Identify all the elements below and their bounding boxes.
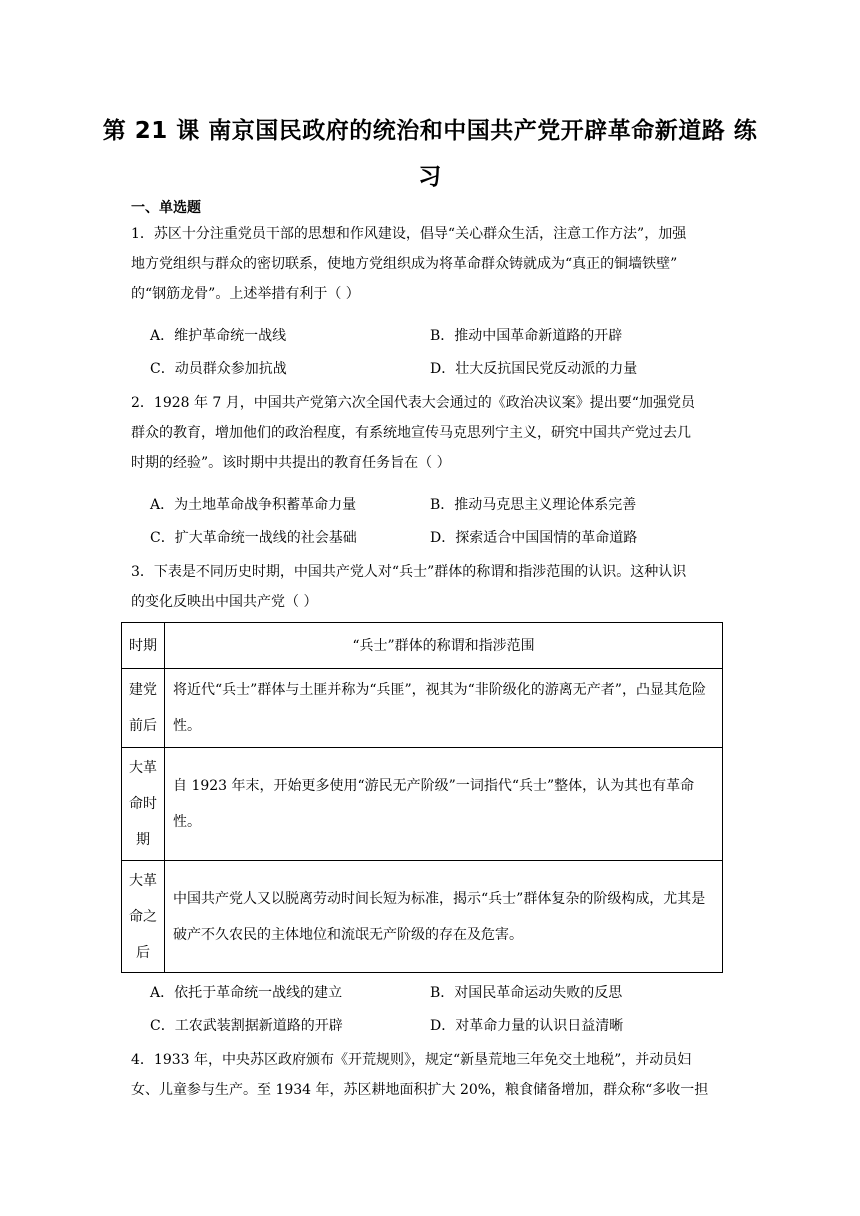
question-line: 4．1933 年，中央苏区政府颁布《开荒规则》，规定“新垦荒地三年免交土地税”，并动员妇 — [131, 1052, 692, 1068]
table-cell-period: 大革命之后 — [122, 861, 165, 973]
question-1-option-a: A．维护革命统一战线 — [150, 328, 287, 344]
table-row — [122, 748, 723, 861]
table-header-content: “兵士”群体的称谓和指涉范围 — [165, 623, 723, 669]
question-1-option-d: D．壮大反抗国民党反动派的力量 — [430, 361, 638, 377]
page-title-continued: 习 — [418, 164, 442, 190]
table-header-row — [122, 623, 723, 669]
table-row — [122, 669, 723, 748]
question-line: 女、儿童参与生产。至 1934 年，苏区耕地面积扩大 20%，粮食储备增加，群众称“多收一担 — [131, 1082, 709, 1098]
question-2-option-d: D．探索适合中国国情的革命道路 — [430, 530, 638, 546]
question-line: 地方党组织与群众的密切联系，使地方党组织成为将革命群众铸就成为“真正的铜墙铁壁” — [131, 256, 678, 272]
question-2-option-c: C．扩大革命统一战线的社会基础 — [150, 530, 357, 546]
table-cell-content: 中国共产党人又以脱离劳动时间长短为标准，揭示“兵士”群体复杂的阶级构成，尤其是破产不久农民的主体地位和流氓无产阶级的存在及危害。 — [165, 861, 723, 973]
table-cell-period: 建党前后 — [122, 669, 165, 748]
question-line: 3．下表是不同历史时期，中国共产党人对“兵士”群体的称谓和指涉范围的认识。这种认识 — [131, 564, 687, 580]
question-line: 的“钢筋龙骨”。上述举措有利于（ ） — [131, 286, 360, 302]
question-line: 2．1928 年 7 月，中国共产党第六次全国代表大会通过的《政治决议案》提出要“加强党员 — [131, 395, 695, 411]
table-header-period: 时期 — [122, 623, 165, 669]
table-cell-content: 将近代“兵士”群体与土匪并称为“兵匪”，视其为“非阶级化的游离无产者”，凸显其危险性。 — [165, 669, 723, 748]
question-3-option-c: C．工农武装割据新道路的开辟 — [150, 1018, 343, 1034]
question-1-option-b: B．推动中国革命新道路的开辟 — [430, 328, 623, 344]
question-2-option-a: A．为土地革命战争积蓄革命力量 — [150, 497, 357, 513]
question-line: 1．苏区十分注重党员干部的思想和作风建设，倡导“关心群众生活，注意工作方法”，加强 — [131, 226, 687, 242]
question-2-option-b: B．推动马克思主义理论体系完善 — [430, 497, 637, 513]
page-title: 第 21 课 南京国民政府的统治和中国共产党开辟革命新道路 练 — [102, 118, 758, 144]
question-1-stem — [131, 219, 731, 309]
section-heading: 一、单选题 — [131, 200, 201, 216]
table-cell-period: 大革命时期 — [122, 748, 165, 861]
question-line: 群众的教育，增加他们的政治程度，有系统地宣传马克思列宁主义，研究中国共产党过去几 — [131, 425, 691, 441]
soldier-table — [121, 622, 723, 973]
question-3-option-b: B．对国民革命运动失败的反思 — [430, 985, 623, 1001]
question-2-stem — [131, 388, 731, 478]
question-line: 的变化反映出中国共产党（ ） — [131, 594, 318, 610]
question-4-stem — [131, 1045, 731, 1105]
question-3-stem — [131, 557, 731, 617]
table-row — [122, 861, 723, 973]
question-3-option-a: A．依托于革命统一战线的建立 — [150, 985, 343, 1001]
question-1-option-c: C．动员群众参加抗战 — [150, 361, 287, 377]
question-line: 时期的经验”。该时期中共提出的教育任务旨在（ ） — [131, 455, 451, 471]
table-cell-content: 自 1923 年末，开始更多使用“游民无产阶级”一词指代“兵士”整体，认为其也有革命性。 — [165, 748, 723, 861]
question-3-option-d: D．对革命力量的认识日益清晰 — [430, 1018, 624, 1034]
